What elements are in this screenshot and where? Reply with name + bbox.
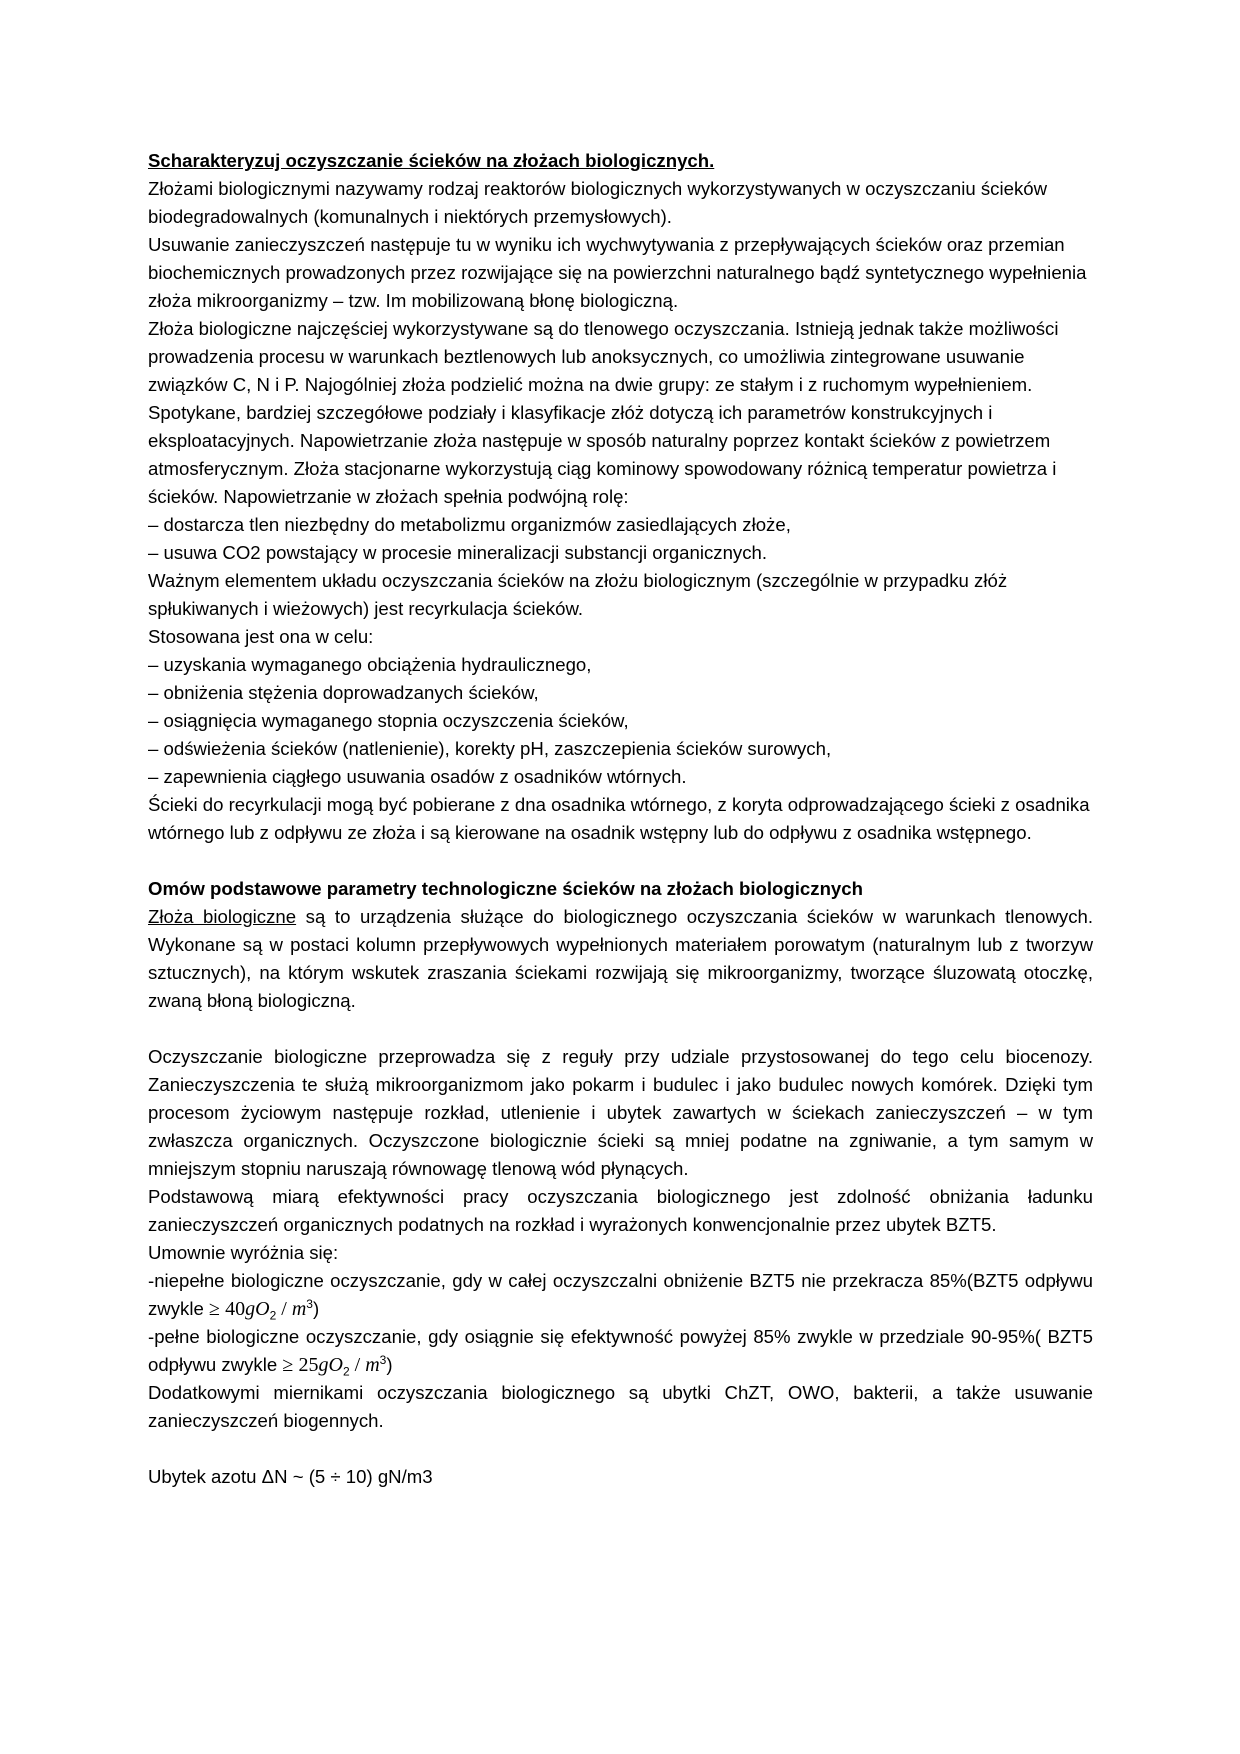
formula-superscript: 3	[306, 1296, 313, 1311]
formula-subscript: 2	[269, 1308, 277, 1323]
list-item: – osiągnięcia wymaganego stopnia oczyszczenia ścieków,	[148, 710, 629, 731]
section2-paragraph-1-text: są to urządzenia służące do biologicznego oczyszczania ścieków w warunkach tlenowych. Wykonane są w postaci kolumn przepływowych wypełnionych materiałem porowatym (naturalnym lub z tworzyw sztucznych), na którym wskutek zraszania ściekami rozwijają się mikroorganizmy, tworzące śluzowatą otoczkę, zwaną błoną biologiczną.	[148, 906, 1093, 1011]
section1-paragraph-6: Ścieki do recyrkulacji mogą być pobierane z dna osadnika wtórnego, z koryta odprowadzającego ścieki z osadnika wtórnego lub z odpływu ze złoża i są kierowane na osadnik wstępny lub do odpływu z osadnika wstępnego.	[148, 794, 1090, 843]
list-item: – zapewnienia ciągłego usuwania osadów z osadników wtórnych.	[148, 766, 687, 787]
formula-o: O	[328, 1354, 343, 1376]
criterion-incomplete-text: -niepełne biologiczne oczyszczanie, gdy w całej oczyszczalni obniżenie BZT5 nie przekracza 85%(BZT5 odpływu zwykle	[148, 1270, 1093, 1319]
section2-paragraph-2: Oczyszczanie biologiczne przeprowadza się z reguły przy udziale przystosowanej do tego celu biocenozy. Zanieczyszczenia te służą mikroorganizmom jako pokarm i budulec i jako budulec nowych komórek. Dzięki tym procesom życiowym następuje rozkład, utlenienie i ubytek zawartych w ściekach zanieczyszczeń – w tym zwłaszcza organicznych. Oczyszczone biologicznie ścieki są mniej podatne na zgniwanie, a tym samym w mniejszym stopniu naruszają równowagę tlenową wód płynących.	[148, 1046, 1093, 1179]
list-item: – obniżenia stężenia doprowadzanych ścieków,	[148, 682, 539, 703]
section1-paragraph-5: Stosowana jest ona w celu:	[148, 626, 374, 647]
formula-close: )	[386, 1354, 393, 1375]
section1-paragraph-4: Ważnym elementem układu oczyszczania ścieków na złożu biologicznym (szczególnie w przypadku złóż spłukiwanych i wieżowych) jest recyrkulacja ścieków.	[148, 570, 1008, 619]
list-item: – odświeżenia ścieków (natlenienie), korekty pH, zaszczepienia ścieków surowych,	[148, 738, 832, 759]
formula-close: )	[312, 1298, 320, 1319]
list-item: – usuwa CO2 powstający w procesie mineralizacji substancji organicznych.	[148, 542, 768, 563]
formula-slash: /	[276, 1298, 292, 1320]
formula-m: m	[365, 1354, 380, 1376]
formula-o: O	[255, 1298, 270, 1320]
section1-title: Scharakteryzuj oczyszczanie ścieków na złożach biologicznych.	[148, 150, 715, 171]
formula-slash: /	[349, 1354, 366, 1376]
section2-paragraph-3: Podstawową miarą efektywności pracy oczyszczania biologicznego jest zdolność obniżania ładunku zanieczyszczeń organicznych podatnych na rozkład i wyrażonych konwencjonalnie przez ubytek BZT5.	[148, 1186, 1093, 1235]
formula-ge: ≥	[208, 1298, 220, 1320]
criterion-complete	[148, 1323, 1093, 1379]
section1-paragraph-1: Złożami biologicznymi nazywamy rodzaj reaktorów biologicznych wykorzystywanych w oczyszczaniu ścieków biodegradowalnych (komunalnych i niektórych przemysłowych).	[148, 178, 1048, 227]
formula-subscript: 2	[342, 1364, 350, 1379]
formula-g: g	[318, 1354, 329, 1376]
nitrogen-loss-line: Ubytek azotu ΔN ~ (5 ÷ 10) gN/m3	[148, 1466, 433, 1487]
list-item: – dostarcza tlen niezbędny do metabolizmu organizmów zasiedlających złoże,	[148, 514, 791, 535]
formula-m: m	[291, 1298, 307, 1320]
section2-paragraph-5: Dodatkowymi miernikami oczyszczania biologicznego są ubytki ChZT, OWO, bakterii, a także usuwanie zanieczyszczeń biogennych.	[148, 1382, 1093, 1431]
section2-title: Omów podstawowe parametry technologiczne ścieków na złożach biologicznych	[148, 878, 863, 899]
formula-g: g	[245, 1298, 256, 1320]
list-item: – uzyskania wymaganego obciążenia hydraulicznego,	[148, 654, 592, 675]
formula-superscript: 3	[379, 1352, 387, 1367]
spacer	[148, 1435, 1093, 1463]
section2-paragraph-4: Umownie wyróżnia się:	[148, 1242, 339, 1263]
formula-number: 25	[298, 1354, 319, 1376]
criterion-complete-text: -pełne biologiczne oczyszczanie, gdy osiągnie się efektywność powyżej 85% zwykle w przedziale 90-95%( BZT5 odpływu zwykle	[148, 1326, 1093, 1375]
section2-paragraph-1	[148, 903, 1093, 1015]
section1-paragraph-3: Złoża biologiczne najczęściej wykorzystywane są do tlenowego oczyszczania. Istnieją jednak także możliwości prowadzenia procesu w warunkach beztlenowych lub anoksycznych, co umożliwia zintegrowane usuwanie związków C, N i P. Najogólniej złoża podzielić można na dwie grupy: ze stałym i z ruchomym wypełnieniem. Spotykane, bardziej szczegółowe podziały i klasyfikacje złóż dotyczą ich parametrów konstrukcyjnych i eksploatacyjnych. Napowietrzanie złoża następuje w sposób naturalny poprzez kontakt ścieków z powietrzem atmosferycznym. Złoża stacjonarne wykorzystują ciąg kominowy spowodowany różnicą temperatur powietrza i ścieków. Napowietrzanie w złożach spełnia podwójną rolę:	[148, 318, 1059, 507]
section1-paragraph-2: Usuwanie zanieczyszczeń następuje tu w wyniku ich wychwytywania z przepływających ścieków oraz przemian biochemicznych prowadzonych przez rozwijające się na powierzchni naturalnego bądź syntetycznego wypełnienia złoża mikroorganizmy – tzw. Im mobilizowaną błonę biologiczną.	[148, 234, 1087, 311]
spacer	[148, 847, 1093, 875]
formula-number: 40	[225, 1298, 246, 1320]
term-zloza-biologiczne: Złoża biologiczne	[148, 906, 297, 927]
formula-ge: ≥	[282, 1354, 294, 1376]
criterion-incomplete	[148, 1267, 1093, 1323]
document-content	[148, 147, 1093, 1491]
spacer	[148, 1015, 1093, 1043]
